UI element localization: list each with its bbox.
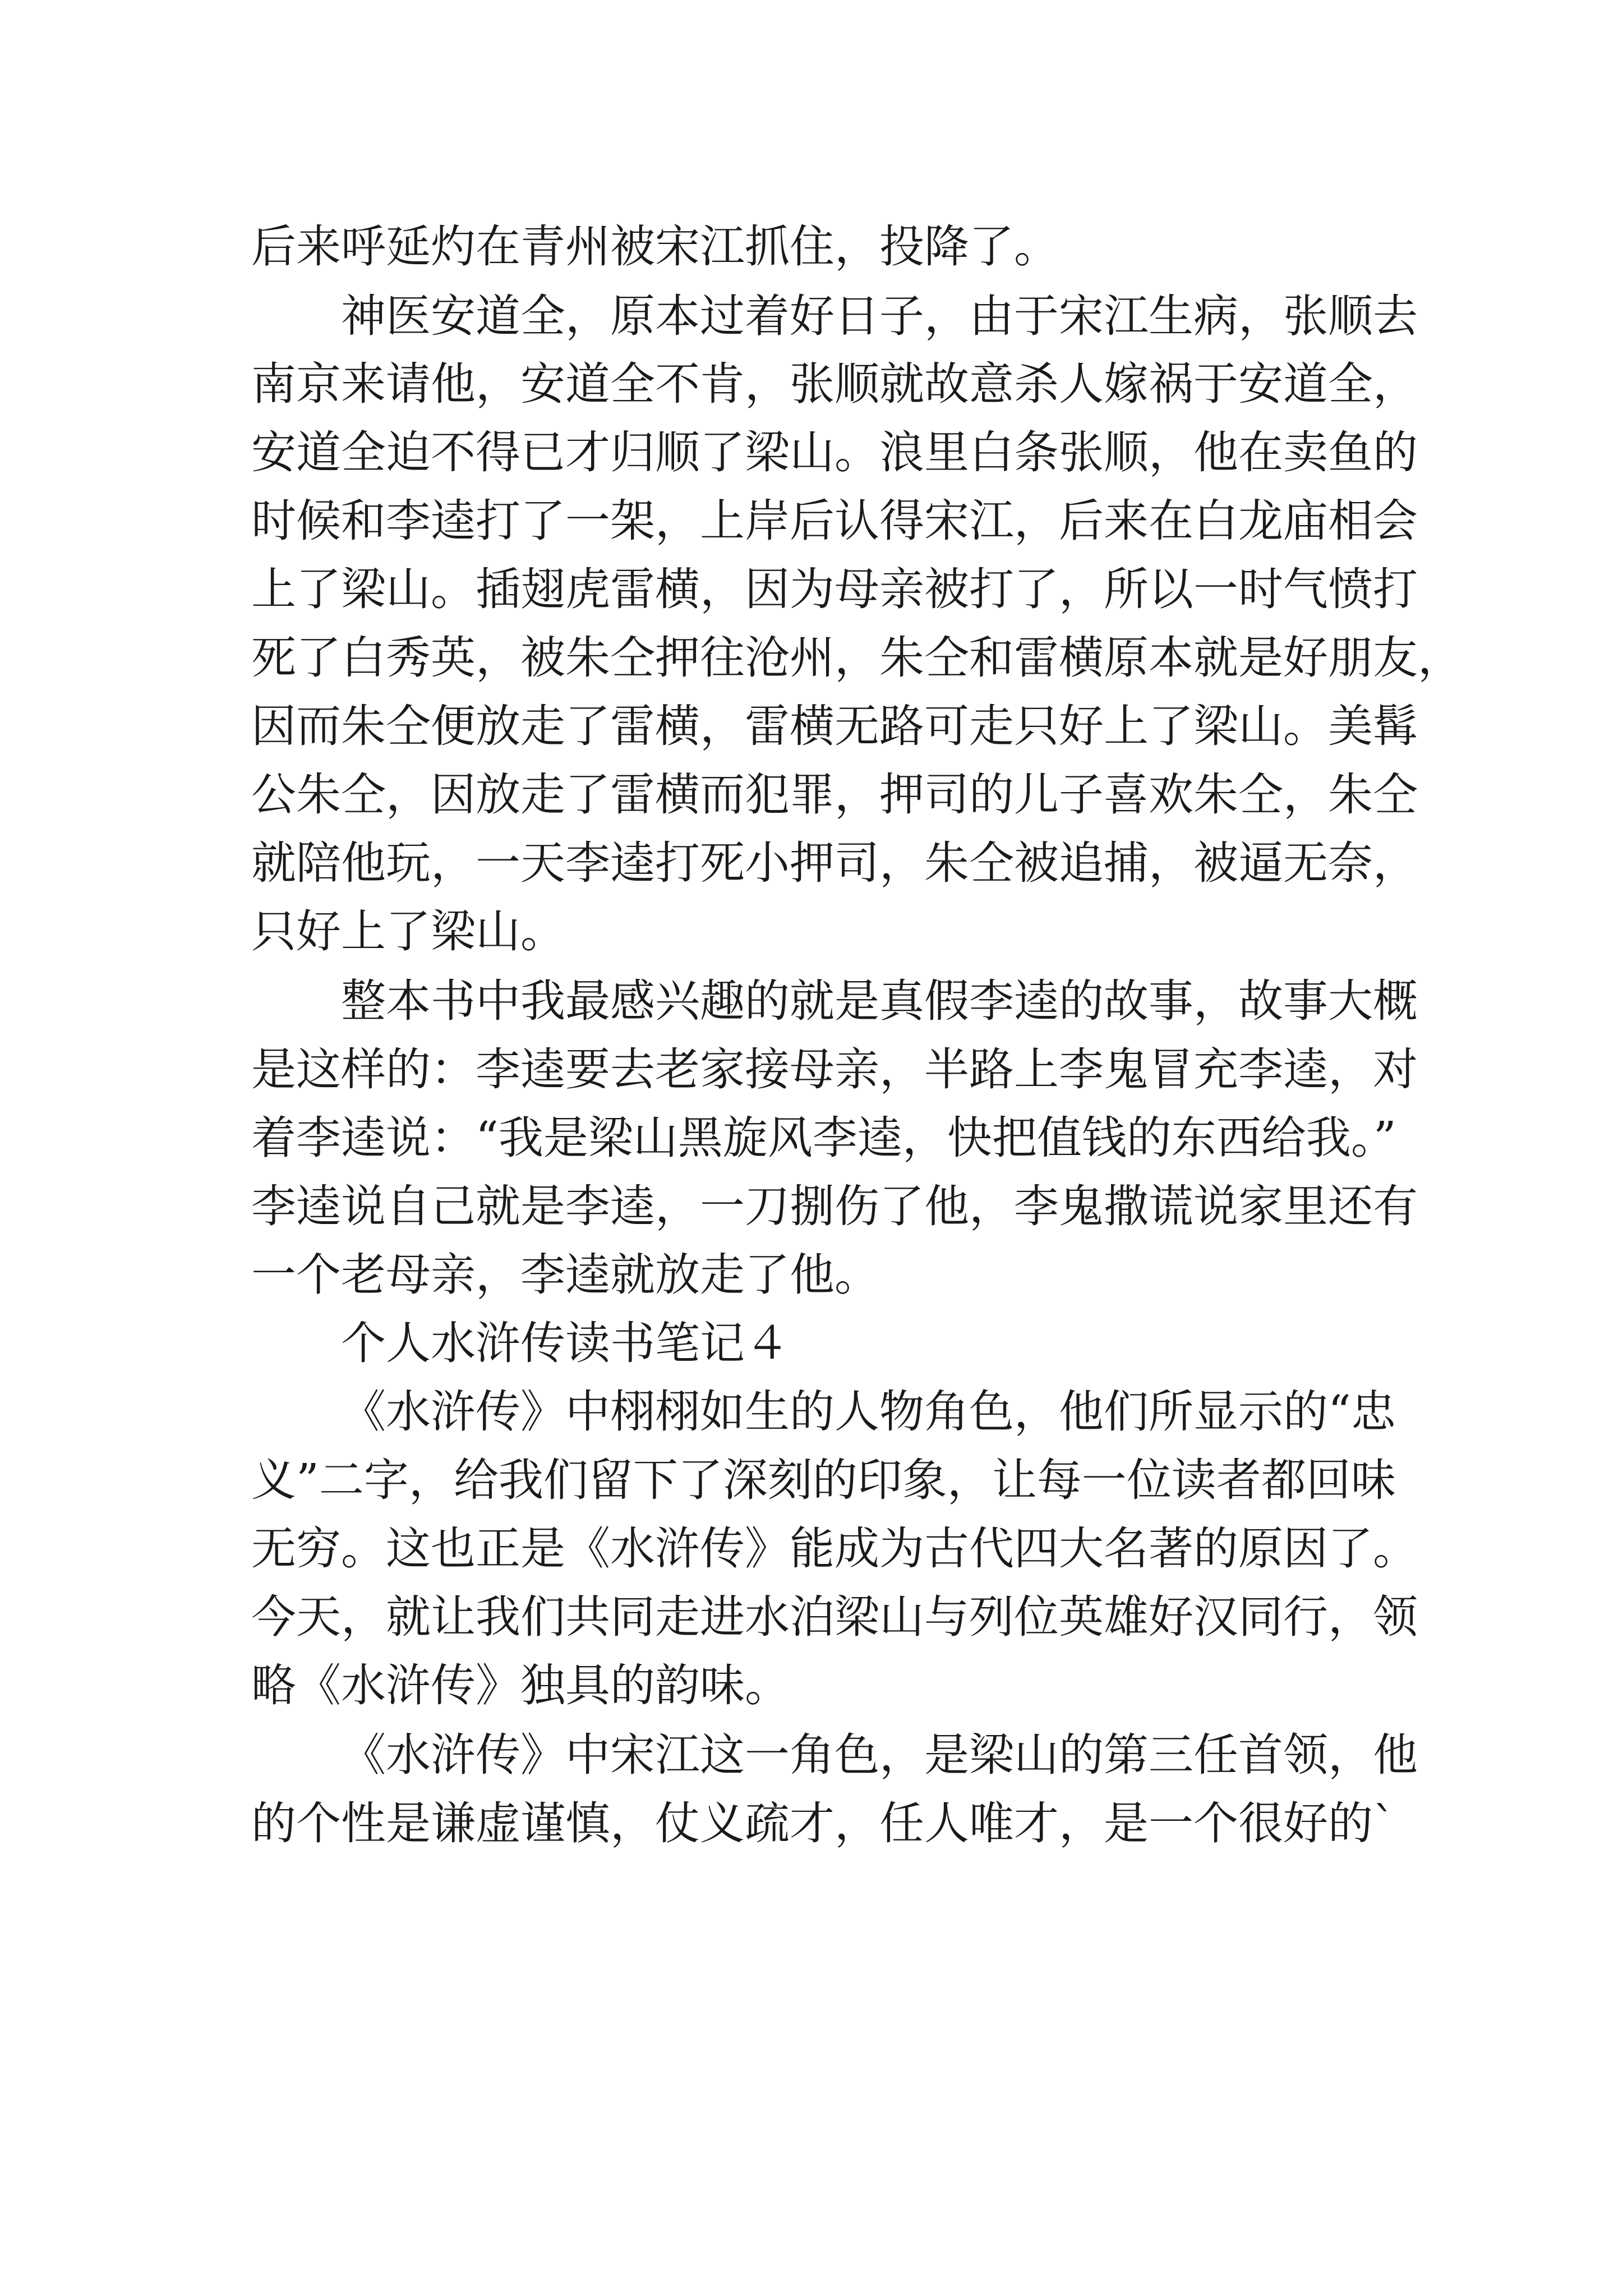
text-line: 公朱仝，因放走了雷横而犯罪，押司的儿子喜欢朱仝，朱仝 — [251, 769, 1418, 821]
text-line: 无穷。这也正是《水浒传》能成为古代四大名著的原因了。 — [251, 1522, 1418, 1575]
text-line: 死了白秀英，被朱仝押往沧州，朱仝和雷横原本就是好朋友， — [251, 632, 1463, 684]
text-line: 一个老母亲，李逵就放走了他。 — [251, 1249, 879, 1301]
text-line: 上了梁山。插翅虎雷横，因为母亲被打了，所以一时气愤打 — [251, 563, 1418, 615]
text-line: 后来呼延灼在青州被宋江抓住，投降了。 — [251, 220, 1059, 273]
text-line: 略《水浒传》独具的韵味。 — [251, 1659, 790, 1711]
text-line: 着李逵说：“我是梁山黑旋风李逵，快把值钱的东西给我。” — [251, 1112, 1396, 1164]
text-line: 今天，就让我们共同走进水泊梁山与列位英雄好汉同行，领 — [251, 1591, 1418, 1643]
text-line: 南京来请他，安道全不肯，张顺就故意杀人嫁祸于安道全， — [251, 358, 1418, 410]
section-heading: 个人水浒传读书笔记４ — [341, 1317, 790, 1369]
text-line: 因而朱仝便放走了雷横，雷横无路可走只好上了梁山。美髯 — [251, 700, 1418, 752]
text-line: 就陪他玩，一天李逵打死小押司，朱仝被追捕，被逼无奈， — [251, 837, 1418, 889]
text-line: 时候和李逵打了一架，上岸后认得宋江，后来在白龙庙相会 — [251, 495, 1418, 547]
paragraph-first-line: 整本书中我最感兴趣的就是真假李逵的故事，故事大概 — [341, 975, 1418, 1027]
paragraph-first-line: 《水浒传》中栩栩如生的人物角色，他们所显示的“忠 — [341, 1386, 1396, 1438]
text-line: 的个性是谦虚谨慎，仗义疏才，任人唯才，是一个很好的` — [251, 1797, 1395, 1849]
text-line: 义”二字，给我们留下了深刻的印象，让每一位读者都回味 — [251, 1454, 1396, 1506]
text-line: 只好上了梁山。 — [251, 905, 565, 958]
paragraph-first-line: 神医安道全，原本过着好日子，由于宋江生病，张顺去 — [341, 290, 1418, 342]
text-line: 是这样的：李逵要去老家接母亲，半路上李鬼冒充李逵，对 — [251, 1043, 1418, 1096]
paragraph-first-line: 《水浒传》中宋江这一角色，是梁山的第三任首领，他 — [341, 1729, 1418, 1781]
text-line: 安道全迫不得已才归顺了梁山。浪里白条张顺，他在卖鱼的 — [251, 426, 1418, 478]
text-line: 李逵说自己就是李逵，一刀捌伤了他，李鬼撒谎说家里还有 — [251, 1180, 1418, 1232]
